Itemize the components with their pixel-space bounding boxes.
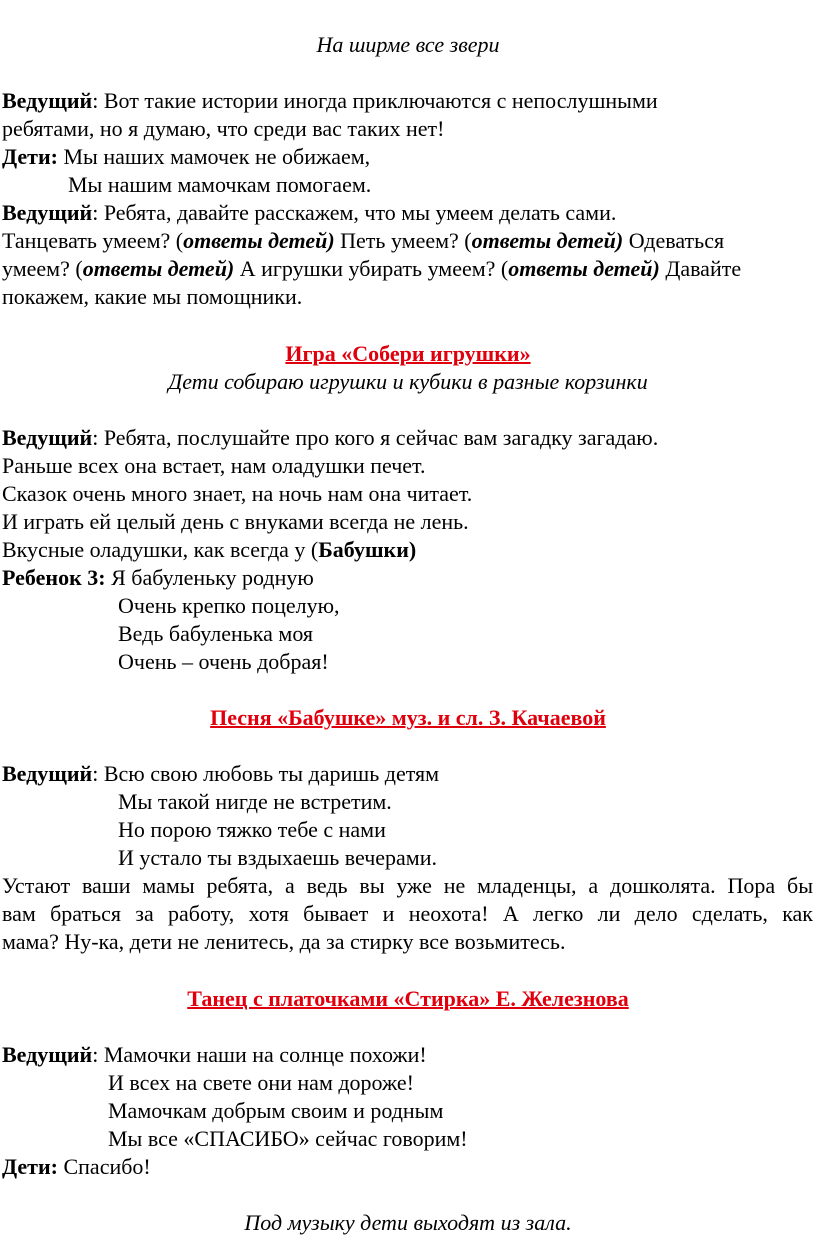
- verse-line: Мамочкам добрым своим и родным: [108, 1098, 444, 1123]
- text-line: Раньше всех она встает, нам оладушки печет.: [2, 453, 426, 478]
- presenter-line: Ведущий: Вот такие истории иногда приключаются с непослушными: [2, 88, 658, 113]
- presenter-line: Ведущий: Ребята, давайте расскажем, что мы умеем делать сами.: [2, 200, 617, 225]
- speaker-label: Ведущий: [2, 425, 93, 450]
- section-heading-dance: Танец с платочками «Стирка» Е. Железнова: [187, 986, 629, 1011]
- text-line: умеем? (ответы детей) А игрушки убирать умеем? (ответы детей) Давайте: [2, 256, 742, 281]
- presenter-line: Ведущий: Всю свою любовь ты даришь детям: [2, 761, 440, 786]
- paragraph-line: вам браться за работу, хотя бывает и неохота! А легко ли дело сделать, как: [2, 901, 813, 926]
- verse-line: Мы все «СПАСИБО» сейчас говорим!: [108, 1126, 468, 1151]
- intro-note: На ширме все звери: [316, 32, 500, 57]
- section-heading-game: Игра «Собери игрушки»: [285, 341, 531, 366]
- section-heading-song: Песня «Бабушке» муз. и сл. З. Качаевой: [210, 705, 606, 730]
- presenter-line: Ведущий: Мамочки наши на солнце похожи!: [2, 1042, 427, 1067]
- speaker-label: Ведущий: [2, 88, 93, 113]
- outro-note: Под музыку дети выходят из зала.: [244, 1210, 572, 1235]
- verse-line: Мы нашим мамочкам помогаем.: [68, 172, 372, 197]
- verse-line: Но порою тяжко тебе с нами: [118, 817, 386, 842]
- text-line: ребятами, но я думаю, что среди вас таких нет!: [2, 116, 445, 141]
- presenter-line: Ведущий: Ребята, послушайте про кого я сейчас вам загадку загадаю.: [2, 425, 659, 450]
- stage-direction: Дети собираю игрушки и кубики в разные корзинки: [168, 369, 648, 394]
- text-line: И играть ей целый день с внуками всегда не лень.: [2, 509, 469, 534]
- speaker-label: Ребенок 3:: [2, 565, 106, 590]
- speaker-label: Дети:: [2, 144, 58, 169]
- speaker-label: Ведущий: [2, 761, 93, 786]
- text-line: Вкусные оладушки, как всегда у (Бабушки): [2, 537, 417, 562]
- children-line: Дети: Мы наших мамочек не обижаем,: [2, 144, 371, 169]
- verse-line: И устало ты вздыхаешь вечерами.: [118, 845, 437, 870]
- child-line: Ребенок 3: Я бабуленьку родную: [2, 565, 314, 590]
- text-line: покажем, какие мы помощники.: [2, 284, 303, 309]
- text-line: Сказок очень много знает, на ночь нам она читает.: [2, 481, 473, 506]
- verse-line: И всех на свете они нам дороже!: [108, 1070, 415, 1095]
- verse-line: Мы такой нигде не встретим.: [118, 789, 392, 814]
- speaker-label: Ведущий: [2, 1042, 93, 1067]
- verse-line: Очень крепко поцелую,: [118, 593, 340, 618]
- verse-line: Очень – очень добрая!: [118, 649, 329, 674]
- text-line: Танцевать умеем? (ответы детей) Петь умеем? (ответы детей) Одеваться: [2, 228, 725, 253]
- paragraph-line: Устают ваши мамы ребята, а ведь вы уже не младенцы, а дошколята. Пора бы: [2, 873, 813, 898]
- speaker-label: Дети:: [2, 1154, 58, 1179]
- verse-line: Ведь бабуленька моя: [118, 621, 314, 646]
- speaker-label: Ведущий: [2, 200, 93, 225]
- children-line: Дети: Спасибо!: [2, 1154, 151, 1179]
- paragraph-line: мама? Ну-ка, дети не ленитесь, да за стирку все возьмитесь.: [2, 929, 566, 954]
